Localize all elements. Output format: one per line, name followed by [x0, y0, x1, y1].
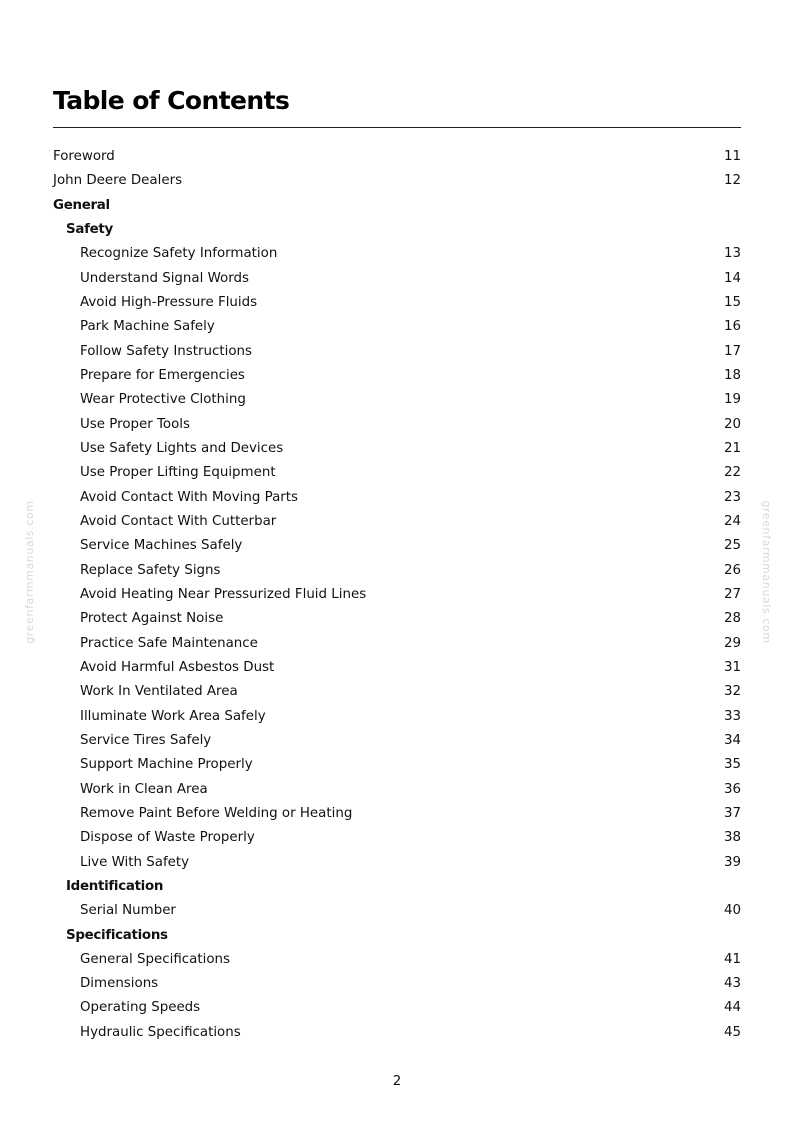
toc-entry[interactable] — [53, 1021, 741, 1045]
toc-entry[interactable] — [53, 607, 741, 631]
toc-entry-page-number: 22 — [723, 465, 741, 481]
toc-entry-page-number: 21 — [723, 440, 741, 456]
toc-entry-label: General — [53, 197, 110, 213]
toc-entry-label: Serial Number — [80, 903, 176, 919]
toc-entry[interactable] — [53, 996, 741, 1020]
toc-entry[interactable] — [53, 534, 741, 558]
toc-entry[interactable] — [53, 705, 741, 729]
toc-entry-label: Avoid Heating Near Pressurized Fluid Lines — [80, 586, 367, 602]
toc-entry-label: Prepare for Emergencies — [80, 367, 245, 383]
toc-entry-page-number: 23 — [723, 489, 741, 505]
toc-entry[interactable] — [53, 899, 741, 923]
toc-entry[interactable] — [53, 145, 741, 169]
page-number: 2 — [392, 1074, 402, 1089]
toc-entry-label: Service Tires Safely — [80, 732, 212, 748]
toc-entry[interactable] — [53, 802, 741, 826]
toc-entry-label: General Specifications — [80, 951, 230, 967]
toc-entry-page-number: 34 — [723, 732, 741, 748]
toc-entry-label: Avoid Contact With Cutterbar — [80, 513, 277, 529]
toc-entry-page-number: 32 — [723, 684, 741, 700]
watermark-right: greenfarmmanuals.com — [760, 500, 773, 644]
toc-entry[interactable] — [53, 826, 741, 850]
toc-entry-label: Avoid Harmful Asbestos Dust — [80, 659, 275, 675]
title-divider — [53, 127, 741, 128]
toc-entry[interactable] — [53, 315, 741, 339]
toc-entry-label: Support Machine Properly — [80, 757, 253, 773]
toc-entry[interactable] — [53, 948, 741, 972]
toc-entry[interactable] — [53, 510, 741, 534]
toc-entry-page-number: 20 — [723, 416, 741, 432]
toc-entry-page-number: 17 — [723, 343, 741, 359]
toc-entry-label: Dimensions — [80, 976, 159, 992]
toc-entry-label: Dispose of Waste Properly — [80, 830, 255, 846]
toc-entry[interactable] — [53, 583, 741, 607]
toc-entry-label: Work In Ventilated Area — [80, 684, 238, 700]
table-of-contents — [53, 145, 741, 1045]
toc-entry-label: Park Machine Safely — [80, 319, 215, 335]
toc-entry[interactable] — [53, 753, 741, 777]
toc-entry[interactable] — [53, 656, 741, 680]
toc-section-heading — [53, 875, 741, 899]
toc-entry-label: Practice Safe Maintenance — [80, 635, 258, 651]
toc-entry[interactable] — [53, 437, 741, 461]
toc-entry-page-number: 40 — [723, 903, 741, 919]
page-title: Table of Contents — [53, 86, 290, 115]
toc-entry[interactable] — [53, 729, 741, 753]
toc-entry-page-number: 28 — [723, 611, 741, 627]
toc-entry[interactable] — [53, 340, 741, 364]
toc-entry-page-number: 35 — [723, 757, 741, 773]
toc-entry-label: Avoid Contact With Moving Parts — [80, 489, 299, 505]
toc-entry-label: Operating Speeds — [80, 1000, 201, 1016]
toc-entry[interactable] — [53, 364, 741, 388]
toc-entry[interactable] — [53, 169, 741, 193]
toc-entry-label: Wear Protective Clothing — [80, 392, 246, 408]
toc-entry[interactable] — [53, 778, 741, 802]
toc-entry-label: Remove Paint Before Welding or Heating — [80, 805, 353, 821]
toc-entry[interactable] — [53, 291, 741, 315]
toc-entry-label: Service Machines Safely — [80, 538, 243, 554]
toc-entry[interactable] — [53, 242, 741, 266]
toc-entry-page-number: 43 — [723, 976, 741, 992]
toc-section-heading — [53, 194, 741, 218]
watermark-left: greenfarmmanuals.com — [23, 500, 36, 644]
toc-entry-page-number: 26 — [723, 562, 741, 578]
toc-entry-label: Follow Safety Instructions — [80, 343, 252, 359]
toc-entry-label: Use Safety Lights and Devices — [80, 440, 284, 456]
toc-entry-page-number: 18 — [723, 367, 741, 383]
toc-entry-page-number: 16 — [723, 319, 741, 335]
toc-entry-label: Illuminate Work Area Safely — [80, 708, 266, 724]
toc-section-heading — [53, 218, 741, 242]
toc-entry[interactable] — [53, 851, 741, 875]
toc-entry-page-number: 31 — [723, 659, 741, 675]
toc-entry-label: Work in Clean Area — [80, 781, 208, 797]
toc-entry-page-number: 11 — [723, 149, 741, 164]
toc-entry-label: Recognize Safety Information — [80, 246, 278, 262]
toc-entry-label: John Deere Dealers — [53, 173, 183, 189]
toc-entry-label: Live With Safety — [80, 854, 190, 870]
toc-entry-page-number: 19 — [723, 392, 741, 408]
toc-entry[interactable] — [53, 388, 741, 412]
toc-entry-page-number: 24 — [723, 513, 741, 529]
toc-entry-label: Safety — [66, 221, 113, 237]
toc-entry-label: Hydraulic Specifications — [80, 1024, 241, 1040]
toc-entry[interactable] — [53, 486, 741, 510]
toc-entry[interactable] — [53, 559, 741, 583]
toc-entry-label: Specifications — [66, 927, 168, 943]
toc-entry-page-number: 37 — [723, 805, 741, 821]
toc-entry-label: Replace Safety Signs — [80, 562, 221, 578]
toc-entry[interactable] — [53, 461, 741, 485]
toc-entry-label: Understand Signal Words — [80, 270, 249, 286]
toc-entry-label: Use Proper Tools — [80, 416, 191, 432]
toc-entry-label: Identification — [66, 878, 164, 894]
toc-entry-page-number: 13 — [723, 246, 741, 262]
toc-entry-page-number: 15 — [723, 294, 741, 310]
toc-entry[interactable] — [53, 632, 741, 656]
toc-entry-page-number: 45 — [723, 1024, 741, 1040]
toc-entry-page-number: 39 — [723, 854, 741, 870]
toc-entry[interactable] — [53, 972, 741, 996]
toc-entry-page-number: 12 — [723, 173, 741, 189]
toc-entry[interactable] — [53, 267, 741, 291]
toc-section-heading — [53, 924, 741, 948]
toc-entry-page-number: 14 — [723, 270, 741, 286]
toc-entry[interactable] — [53, 413, 741, 437]
toc-entry-page-number: 36 — [723, 781, 741, 797]
toc-entry-page-number: 29 — [723, 635, 741, 651]
toc-entry-page-number: 25 — [723, 538, 741, 554]
toc-entry-page-number: 33 — [723, 708, 741, 724]
toc-entry-label: Avoid High-Pressure Fluids — [80, 294, 258, 310]
toc-entry-page-number: 44 — [723, 1000, 741, 1016]
toc-entry-page-number: 27 — [723, 586, 741, 602]
toc-entry-label: Foreword — [53, 149, 115, 164]
toc-entry-label: Use Proper Lifting Equipment — [80, 465, 276, 481]
toc-entry-label: Protect Against Noise — [80, 611, 224, 627]
toc-entry[interactable] — [53, 680, 741, 704]
toc-entry-page-number: 41 — [723, 951, 741, 967]
toc-entry-page-number: 38 — [723, 830, 741, 846]
